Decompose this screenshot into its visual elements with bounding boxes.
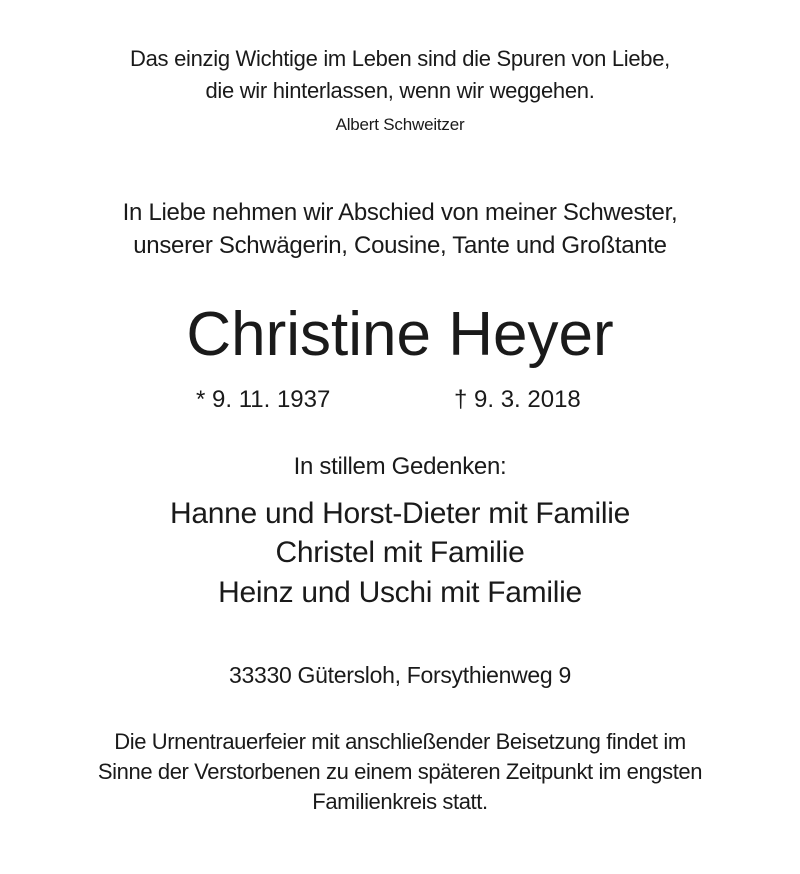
address: 33330 Gütersloh, Forsythienweg 9 [229,662,571,688]
quote-author: Albert Schweitzer [335,115,465,134]
mourner-line: Christel mit Familie [275,536,525,569]
note-line-3: Familienkreis statt. [312,789,488,814]
mourner-line: Heinz und Uschi mit Familie [218,576,582,609]
intro-line-1: In Liebe nehmen wir Abschied von meiner Schwester, [122,199,678,226]
mourners-heading: In stillem Gedenken: [293,453,507,480]
note-line-1: Die Urnentrauerfeier mit anschließender Beisetzung findet im [114,729,686,754]
mourner-line: Hanne und Horst-Dieter mit Familie [170,497,630,530]
death-date: † 9. 3. 2018 [454,386,581,413]
quote-line-1: Das einzig Wichtige im Leben sind die Spuren von Liebe, [130,46,670,71]
quote-line-2: die wir hinterlassen, wenn wir weggehen. [205,78,595,103]
birth-date: * 9. 11. 1937 [196,386,331,413]
deceased-name: Christine Heyer [186,300,614,369]
note-line-2: Sinne der Verstorbenen zu einem späteren Zeitpunkt im engsten [97,759,703,784]
intro-line-2: unserer Schwägerin, Cousine, Tante und Großtante [133,232,667,259]
